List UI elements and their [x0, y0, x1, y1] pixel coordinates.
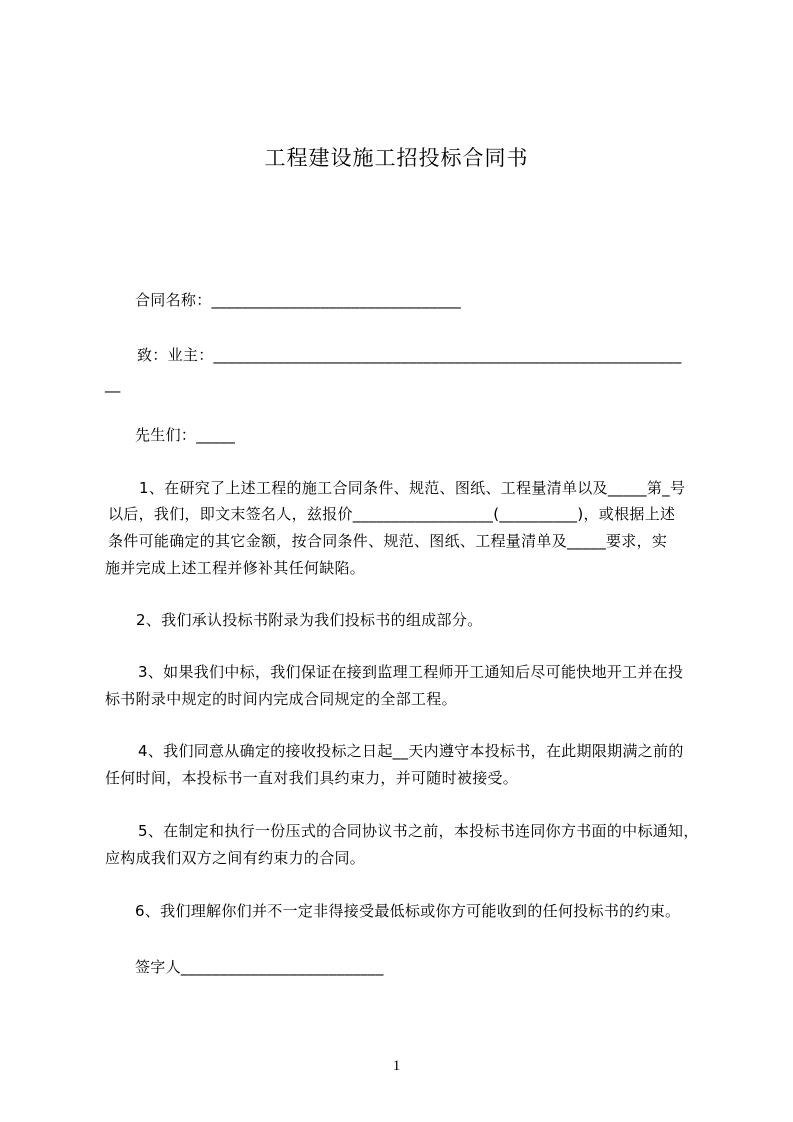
clause-5-line: 应构成我们双方之间有约束力的合同。 — [105, 849, 366, 867]
contract-name-line: 合同名称：________________________________ — [135, 291, 462, 309]
clause-1-line: 施并完成上述工程并修补其任何缺陷。 — [105, 559, 366, 577]
clause-4-line: 4、我们同意从确定的接收投标之日起__天内遵守本投标书，在此期限期满之前的 — [138, 742, 684, 760]
clause-2-line: 2、我们承认投标书附录为我们投标书的组成部分。 — [136, 611, 483, 629]
clause-3-line: 3、如果我们中标，我们保证在接到监理工程师开工通知后尽可能快地开工并在投 — [138, 663, 684, 681]
page-number: 1 — [392, 1058, 401, 1074]
signatory-line: 签字人__________________________ — [135, 958, 384, 976]
clause-5-line: 5、在制定和执行一份压式的合同协议书之前，本投标书连同你方书面的中标通知， — [138, 822, 699, 840]
document-title: 工程建设施工招投标合同书 — [264, 146, 529, 170]
to-owner-line-continued: __ — [105, 375, 121, 393]
salutation-line: 先生们：_____ — [135, 426, 236, 444]
clause-1-line: 以后，我们，即文末签名人，兹报价__________________(__________)，或根据上述 — [108, 505, 676, 523]
clause-6-line: 6、我们理解你们并不一定非得接受最低标或你方可能收到的任何投标书的约束。 — [135, 902, 681, 920]
clause-1-line: 条件可能确定的其它金额，按合同条件、规范、图纸、工程量清单及_____要求，实 — [108, 532, 668, 550]
clause-3-line: 标书附录中规定的时间内完成合同规定的全部工程。 — [105, 690, 457, 708]
clause-4-line: 任何时间，本投标书一直对我们具约束力，并可随时被接受。 — [105, 769, 519, 787]
to-owner-line: 致：业主：____________________________________________________________ — [137, 346, 682, 364]
clause-1-line: 1、在研究了上述工程的施工合同条件、规范、图纸、工程量清单以及_____第_号 — [139, 479, 686, 497]
